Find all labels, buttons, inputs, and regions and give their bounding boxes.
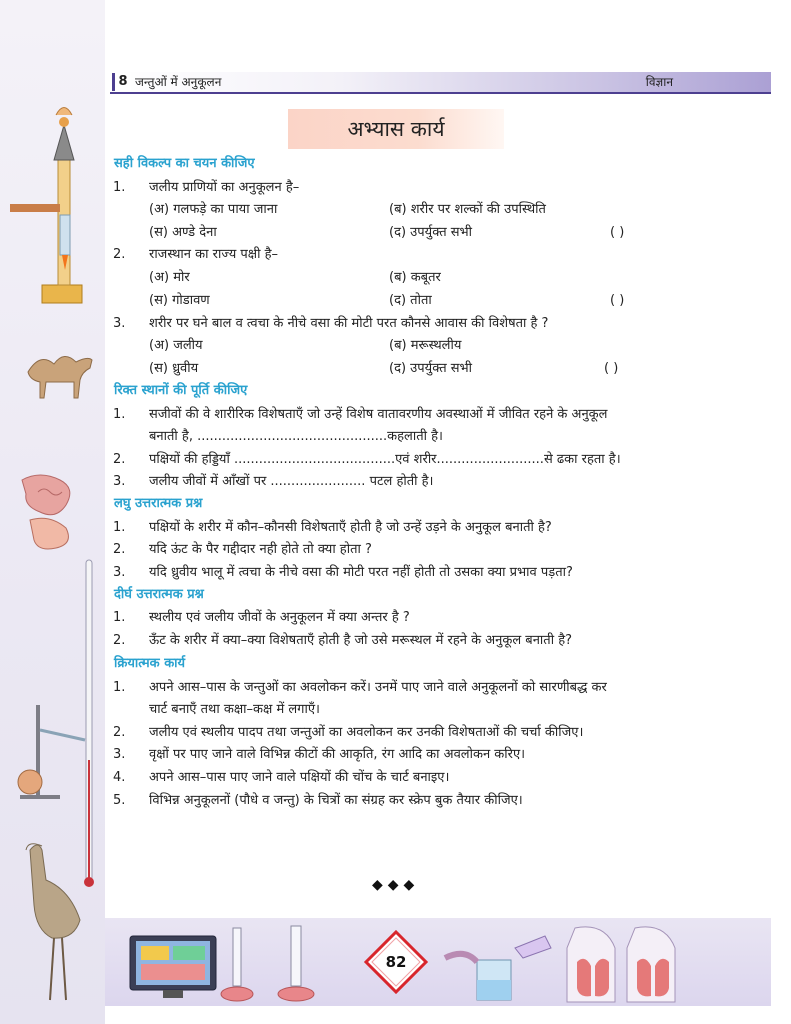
short-q1-number: 1. [113, 520, 126, 535]
page-number-badge [364, 930, 428, 994]
activity-q1-line2: चार्ट बनाएँ तथा कक्षा–कक्ष में लगाएँ। [149, 702, 320, 717]
short-q3-number: 3. [113, 565, 126, 580]
lab-burner-illustration [10, 108, 82, 304]
page-title: अभ्यास कार्य [347, 117, 445, 141]
bustard-bird-illustration [26, 844, 80, 1000]
short-q2-number: 2. [113, 542, 126, 557]
section-separator: ◆◆◆ [372, 877, 420, 893]
page-title-banner [288, 109, 504, 149]
chapter-title: जन्तुओं में अनुकूलन [135, 75, 222, 89]
margin-illustrations [0, 0, 105, 1024]
mcq-q2-option-b: (ब) कबूतर [389, 270, 441, 285]
mcq-q3-option-a: (अ) जलीय [149, 338, 203, 353]
long-q1-text: स्थलीय एवं जलीय जीवों के अनुकूलन में क्या अन्तर है ? [149, 610, 410, 625]
mcq-q2-option-a: (अ) मोर [149, 270, 190, 285]
thermometer-illustration [84, 560, 94, 887]
long-q2-text: ऊँट के शरीर में क्या–क्या विशेषताएँ होती है जो उसे मरूस्थल में रहने के अनुकूल बनाती है? [149, 633, 573, 648]
footer-illustrations [105, 918, 771, 1006]
mcq-q2-option-c: (स) गोडावण [149, 293, 210, 308]
mcq-q3-text: शरीर पर घने बाल व त्वचा के नीचे वसा की मोटी परत कौनसे आवास की विशेषता है ? [149, 316, 549, 331]
beaker-illustration [445, 936, 551, 1000]
chapter-number: 8 [112, 73, 131, 91]
mcq-q1-answer-box: ( ) [610, 225, 625, 240]
short-q2-text: यदि ऊंट के पैर गद्दीदार नही होते तो क्या होता ? [149, 542, 372, 557]
section-heading-short-answer: लघु उत्तरात्मक प्रश्न [114, 496, 203, 511]
left-decorative-strip [0, 0, 105, 1024]
intestine-illustration [22, 475, 70, 549]
fill-q2-text: पक्षियों की हड्डियाँ .......................................एवं शरीर..........................से ढका रहता है। [149, 452, 621, 467]
camel-illustration [28, 356, 92, 398]
mcq-q2-option-d: (द) तोता [389, 293, 432, 308]
mcq-q1-number: 1. [113, 180, 126, 195]
activity-q3-number: 3. [113, 747, 126, 762]
mcq-q3-number: 3. [113, 316, 126, 331]
mcq-q1-option-a: (अ) गलफड़े का पाया जाना [149, 202, 278, 217]
mcq-q1-option-b: (ब) शरीर पर शल्कों की उपस्थिति [389, 202, 546, 217]
fill-q1-number: 1. [113, 407, 126, 422]
mcq-q2-text: राजस्थान का राज्य पक्षी है– [149, 247, 279, 262]
activity-q2-text: जलीय एवं स्थलीय पादप तथा जन्तुओं का अवलोकन कर उनकी विशेषताओं की चर्चा कीजिए। [149, 725, 584, 740]
mcq-q2-answer-box: ( ) [610, 293, 625, 308]
activity-q1-number: 1. [113, 680, 126, 695]
short-q3-text: यदि ध्रुवीय भालू में त्वचा के नीचे वसा की मोटी परत नहीं होती तो उसका क्या प्रभाव पड़ता? [149, 565, 573, 580]
fill-q1-line2: बनाती है, ..............................................कहलाती है। [149, 429, 443, 444]
fill-q2-number: 2. [113, 452, 126, 467]
section-heading-long-answer: दीर्घ उत्तरात्मक प्रश्न [114, 587, 204, 602]
lab-stand-illustration [18, 705, 85, 799]
activity-q3-text: वृक्षों पर पाए जाने वाले विभिन्न कीटों की आकृति, रंग आदि का अवलोकन करिए। [149, 747, 526, 762]
activity-q4-text: अपने आस–पास पाए जाने वाले पक्षियों की चोंच के चार्ट बनाइए। [149, 770, 450, 785]
footer-illustration-strip [105, 918, 771, 1006]
mcq-q3-option-b: (ब) मरूस्थलीय [389, 338, 462, 353]
mcq-q1-option-c: (स) अण्डे देना [149, 225, 217, 240]
section-heading-activity: क्रियात्मक कार्य [114, 656, 186, 671]
page-number: 82 [385, 953, 407, 971]
activity-q5-number: 5. [113, 793, 126, 808]
activity-q2-number: 2. [113, 725, 126, 740]
lungs-illustration [567, 927, 675, 1002]
fill-q3-number: 3. [113, 474, 126, 489]
subject-label: विज्ञान [645, 75, 673, 89]
mcq-q3-answer-box: ( ) [604, 361, 619, 376]
fill-q1-line1: सजीवों की वे शारीरिक विशेषताएँ जो उन्हें विशेष वातावरणीय अवस्थाओं में जीवित रहने के अनुकूल [149, 407, 608, 422]
activity-q1-line1: अपने आस–पास के जन्तुओं का अवलोकन करें। उनमें पाए जाने वाले अनुकूलनों को सारणीबद्ध कर [149, 680, 607, 695]
long-q1-number: 1. [113, 610, 126, 625]
mcq-q1-option-d: (द) उपर्युक्त सभी [389, 225, 473, 240]
mcq-q3-option-c: (स) ध्रुवीय [149, 361, 199, 376]
activity-q4-number: 4. [113, 770, 126, 785]
short-q1-text: पक्षियों के शरीर में कौन–कौनसी विशेषताएँ होती है जो उन्हें उड़ने के अनुकूल बनाती है? [149, 520, 552, 535]
activity-q5-text: विभिन्न अनुकूलनों (पौधे व जन्तु) के चित्रों का संग्रह कर स्क्रेप बुक तैयार कीजिए। [149, 793, 523, 808]
fill-q3-text: जलीय जीवों में आँखों पर ....................... पटल होती है। [149, 474, 434, 489]
long-q2-number: 2. [113, 633, 126, 648]
section-heading-fill-blanks: रिक्त स्थानों की पूर्ति कीजिए [114, 383, 248, 398]
computer-illustration [130, 936, 216, 998]
section-heading-mcq: सही विकल्प का चयन कीजिए [114, 156, 255, 171]
mcq-q3-option-d: (द) उपर्युक्त सभी [389, 361, 473, 376]
mcq-q2-number: 2. [113, 247, 126, 262]
test-tube-stand-illustration [221, 926, 314, 1001]
mcq-q1-text: जलीय प्राणियों का अनुकूलन है– [149, 180, 300, 195]
